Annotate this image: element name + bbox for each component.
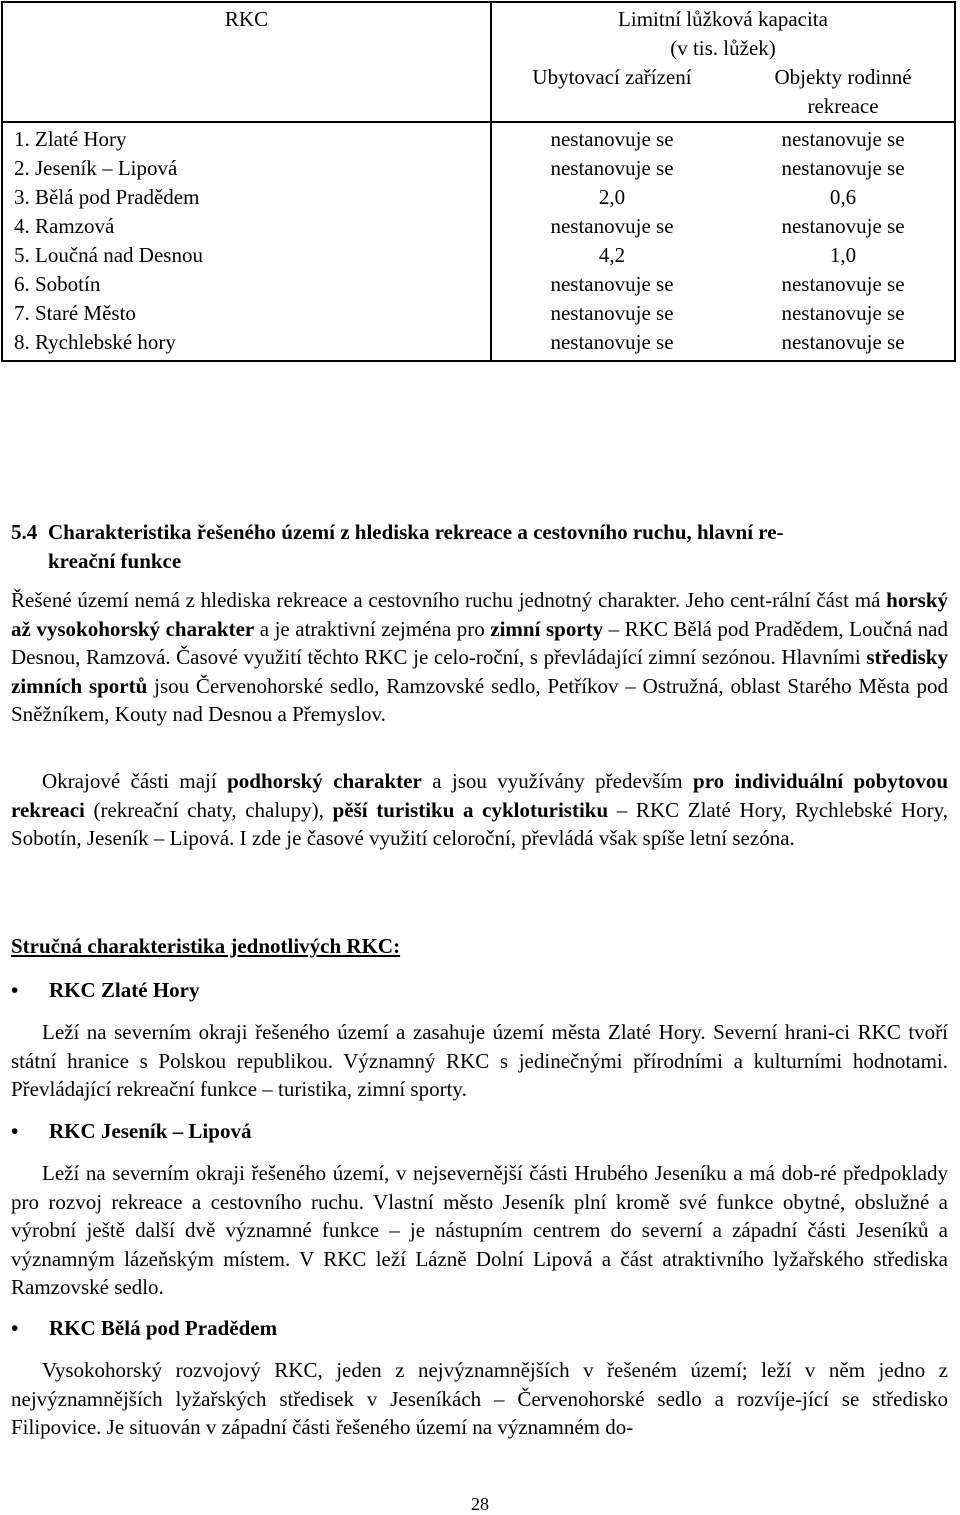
capacity-header-line2: (v tis. lůžek) bbox=[670, 36, 776, 60]
rkc-item-title bbox=[11, 1119, 251, 1144]
row-objekty: 1,0 bbox=[829, 243, 857, 267]
row-objekty: 0,6 bbox=[829, 185, 857, 209]
row-name: 3. Bělá pod Pradědem bbox=[2, 183, 491, 212]
table-row bbox=[2, 154, 955, 183]
section-heading bbox=[11, 518, 948, 575]
para2-bold: pro individuální pobytovou rekreaci bbox=[11, 769, 948, 822]
row-objekty: nestanovuje se bbox=[781, 156, 905, 180]
rkc-title: RKC Zlaté Hory bbox=[49, 978, 200, 1002]
para2-text: (rekreační chaty, chalupy), bbox=[84, 797, 333, 822]
rkc-item-text: Leží na severním okraji řešeného území a zasahuje území města Zlaté Hory. Severní hrani-ci RKC tvoří státní hranice s Polskou republikou. Významný RKC s jedinečnými přírodními a kulturními hodnotami. Převládající rekreační funkce – turistika, zimní sporty. bbox=[11, 1020, 948, 1102]
page-number: 28 bbox=[471, 1494, 489, 1514]
para1-bold: horský až vysokohorský charakter bbox=[11, 588, 948, 641]
table-row bbox=[2, 299, 955, 328]
bullet-icon: • bbox=[11, 1119, 19, 1143]
para2-text: Okrajové části mají bbox=[42, 769, 228, 793]
para1-text: a je atraktivní zejména pro bbox=[254, 616, 491, 641]
table-row bbox=[2, 212, 955, 241]
row-name: 4. Ramzová bbox=[2, 212, 491, 241]
table-row bbox=[2, 270, 955, 299]
paragraph-central bbox=[11, 586, 948, 729]
table-row bbox=[2, 328, 955, 361]
para1-text: – RKC Bělá pod Pradědem, Loučná nad Desnou, Ramzová. Časové využití těchto RKC je celo-roční, s převládající zimní sezónou. Hlavními bbox=[11, 616, 948, 670]
rkc-item-text: Leží na severním okraji řešeného území, v nejsevernější části Hrubého Jeseníku a má dob-ré předpoklady pro rozvoj rekreace a cestovního ruchu. Vlastní město Jeseník plní kromě své funkce obytné, obslužné a výrobní ještě další dvě významné funkce – je nástupním centrem do severní a západní části Jeseníků a významným lázeňským místem. V RKC leží Lázně Dolní Lipová a část atraktivního lyžařského střediska Ramzovské sedlo. bbox=[11, 1161, 948, 1300]
section-title-line2: kreační funkce bbox=[48, 548, 182, 573]
table-header-rkc: RKC bbox=[2, 2, 491, 122]
section-title bbox=[48, 518, 948, 575]
table-row bbox=[2, 183, 955, 212]
para2-text: a jsou využívány především bbox=[421, 769, 694, 793]
row-name: 5. Loučná nad Desnou bbox=[2, 241, 491, 270]
row-ubytovaci: nestanovuje se bbox=[550, 214, 674, 238]
para2-bold: pěší turistiku a cykloturistiku bbox=[332, 797, 609, 822]
row-name: 6. Sobotín bbox=[2, 270, 491, 299]
objekty-header-line1: Objekty rodinné bbox=[774, 65, 912, 89]
objekty-header-line2: rekreace bbox=[807, 94, 879, 118]
table-header-ubytovaci: Ubytovací zařízení bbox=[491, 63, 732, 122]
row-ubytovaci: nestanovuje se bbox=[550, 127, 674, 151]
row-objekty: nestanovuje se bbox=[781, 330, 905, 354]
para1-bold: zimní sporty bbox=[490, 616, 604, 641]
row-ubytovaci: nestanovuje se bbox=[550, 301, 674, 325]
rkc-item-title bbox=[11, 978, 199, 1003]
row-ubytovaci: nestanovuje se bbox=[550, 330, 674, 354]
para1-text: Řešené území nemá z hlediska rekreace a cestovního ruchu jednotný charakter. Jeho cent-rální část má bbox=[11, 588, 887, 612]
row-objekty: nestanovuje se bbox=[781, 301, 905, 325]
row-name: 1. Zlaté Hory bbox=[2, 122, 491, 154]
row-objekty: nestanovuje se bbox=[781, 127, 905, 151]
bullet-icon: • bbox=[11, 978, 19, 1002]
rkc-item-title bbox=[11, 1316, 277, 1341]
row-objekty: nestanovuje se bbox=[781, 214, 905, 238]
capacity-table bbox=[1, 1, 956, 362]
subheading-rkc: Stručná charakteristika jednotlivých RKC: bbox=[11, 934, 401, 958]
rkc-title: RKC Jeseník – Lipová bbox=[49, 1119, 252, 1143]
paragraph-peripheral bbox=[11, 767, 948, 853]
row-name: 8. Rychlebské hory bbox=[2, 328, 491, 361]
para1-text: jsou Červenohorské sedlo, Ramzovské sedlo, Petříkov – Ostružná, oblast Starého Města pod Sněžníkem, Kouty nad Desnou a Přemyslov. bbox=[11, 673, 948, 727]
section-number: 5.4 bbox=[11, 520, 38, 544]
table-header-capacity bbox=[491, 2, 955, 63]
table-row bbox=[2, 241, 955, 270]
row-ubytovaci: 2,0 bbox=[598, 185, 626, 209]
row-name: 2. Jeseník – Lipová bbox=[2, 154, 491, 183]
row-name: 7. Staré Město bbox=[2, 299, 491, 328]
row-ubytovaci: 4,2 bbox=[598, 243, 626, 267]
bullet-icon: • bbox=[11, 1316, 19, 1340]
para2-text: – RKC Zlaté Hory, Rychlebské Hory, Sobotín, Jeseník – Lipová. I zde je časové využití celoroční, převládá však spíše letní sezóna. bbox=[11, 797, 948, 851]
para2-bold: podhorský charakter bbox=[227, 769, 422, 793]
table-header-objekty bbox=[732, 63, 955, 122]
row-objekty: nestanovuje se bbox=[781, 272, 905, 296]
table-row bbox=[2, 122, 955, 154]
row-ubytovaci: nestanovuje se bbox=[550, 156, 674, 180]
rkc-title: RKC Bělá pod Pradědem bbox=[49, 1316, 278, 1340]
rkc-item-text: Vysokohorský rozvojový RKC, jeden z nejvýznamnějších v řešeném území; leží v něm jedno z nejvýznamnějších lyžařských středisek v Jeseníkách – Červenohorské sedlo a rozvíje-jící se středisko Filipovice. Je situován v západní části řešeného území na významném do- bbox=[11, 1358, 948, 1440]
row-ubytovaci: nestanovuje se bbox=[550, 272, 674, 296]
para1-bold: středisky zimních sportů bbox=[11, 645, 948, 698]
section-title-line1: Charakteristika řešeného území z hlediska rekreace a cestovního ruchu, hlavní re- bbox=[48, 520, 784, 544]
capacity-header-line1: Limitní lůžková kapacita bbox=[618, 7, 828, 31]
